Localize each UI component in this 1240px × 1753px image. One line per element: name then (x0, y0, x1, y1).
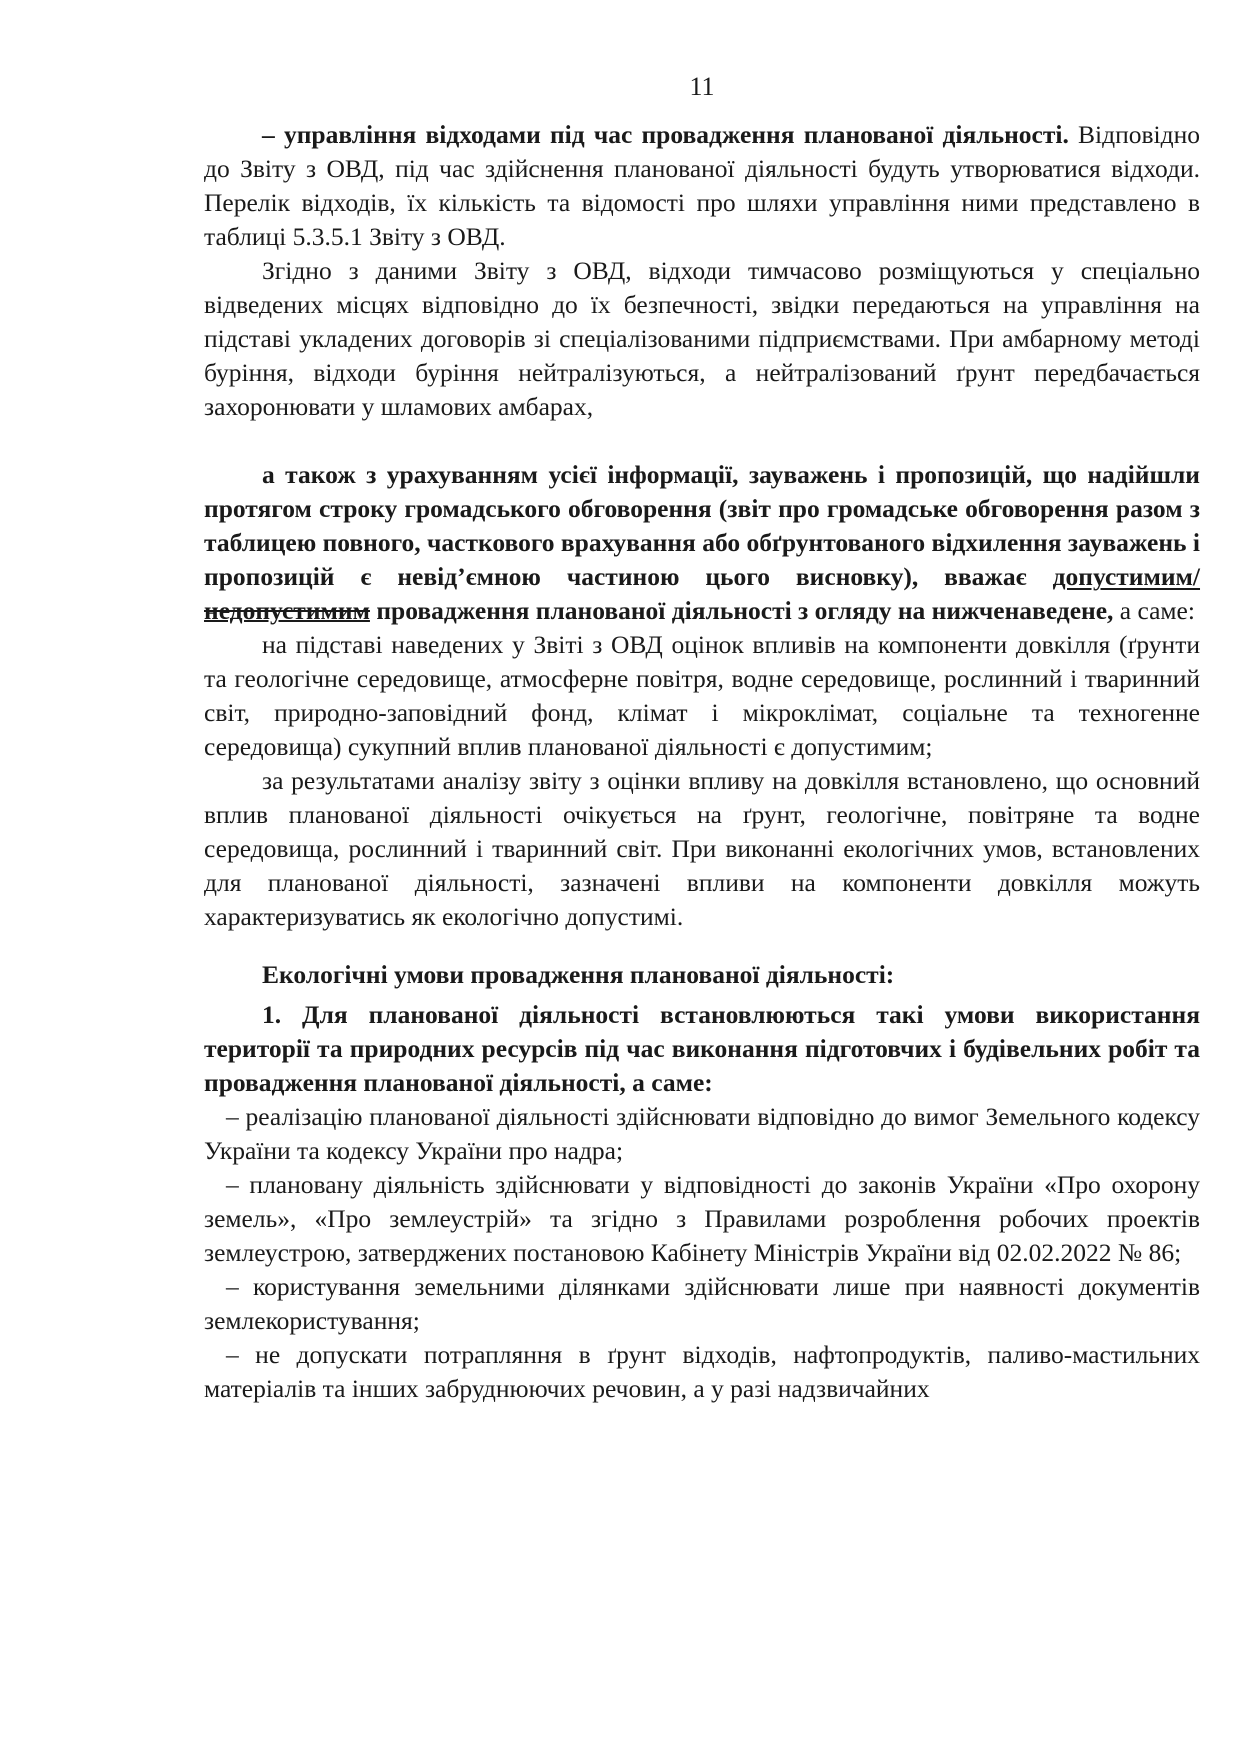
choice-acceptable: допустимим/ (1052, 562, 1201, 591)
conclusion-bold-part2: провадження планованої діяльності з огляду на нижченаведене, (369, 596, 1114, 625)
conclusion-tail: а саме: (1113, 596, 1195, 625)
condition-1-heading: 1. Для планованої діяльності встановлюються такі умови використання території та природних ресурсів під час виконання підготовчих і будівельних робіт та провадження планованої діяльності, а саме: (204, 1000, 1200, 1097)
waste-management-lead: – управління відходами під час провадження планованої діяльності. (262, 120, 1069, 149)
paragraph-assessment: на підставі наведених у Звіті з ОВД оцінок впливів на компоненти довкілля (ґрунти та геологічне середовище, атмосферне повітря, водне середовище, рослинний і тваринний світ, природно-заповідний фонд, клімат і мікроклімат, соціальне та техногенне середовища) сукупний вплив планованої діяльності є допустимим; (204, 630, 1200, 761)
section-heading-ecological-conditions: Екологічні умови провадження планованої діяльності: (262, 960, 895, 989)
document-page (204, 70, 1200, 1406)
bullet-item: – реалізацію планованої діяльності здійснювати відповідно до вимог Земельного кодексу України та кодексу України про надра; (204, 1102, 1200, 1165)
paragraph-waste-placement: Згідно з даними Звіту з ОВД, відходи тимчасово розміщуються у спеціально відведених місцях відповідно до їх безпечності, звідки передаються на управління на підставі укладених договорів зі спеціалізованими підприємствами. При амбарному методі буріння, відходи буріння нейтралізуються, а нейтралізований ґрунт передбачається захоронювати у шламових амбарах, (204, 256, 1200, 421)
page-number: 11 (689, 72, 715, 101)
paragraph-analysis-results: за результатами аналізу звіту з оцінки впливу на довкілля встановлено, що основний вплив планованої діяльності очікується на ґрунт, геологічне, повітряне та водне середовища, рослинний і тваринний світ. При виконанні екологічних умов, встановлених для планованої діяльності, зазначені впливи на компоненти довкілля можуть характеризуватись як екологічно допустимі. (204, 766, 1200, 931)
bullet-item: – користування земельними ділянками здійснювати лише при наявності документів землекористування; (204, 1272, 1200, 1335)
conclusion-bold-part1: а також з урахуванням усієї інформації, зауважень і пропозицій, що надійшли протягом строку громадського обговорення (звіт про громадське обговорення разом з таблицею повного, часткового врахування або обґрунтованого відхилення зауважень і пропозицій є невід’ємною частиною цього висновку), вважає (204, 460, 1201, 591)
waste-management-text: Відповідно до Звіту з ОВД, під час здійснення планованої діяльності будуть утворюватися відходи. Перелік відходів, їх кількість та відомості про шляхи управління ними представлено в таблиці 5.3.5.1 Звіту з ОВД. (204, 120, 1200, 251)
bullet-item: – не допускати потрапляння в ґрунт відходів, нафтопродуктів, паливо-мастильних матеріалів та інших забруднюючих речовин, а у разі надзвичайних (204, 1340, 1200, 1403)
paragraph-waste-management (204, 118, 1200, 254)
bullet-item: – плановану діяльність здійснювати у відповідності до законів України «Про охорону земель», «Про землеустрій» та згідно з Правилами розроблення робочих проектів землеустрою, затверджених постановою Кабінету Міністрів України від 02.02.2022 № 86; (204, 1170, 1200, 1267)
choice-unacceptable-struck: недопустимим (204, 596, 370, 625)
paragraph-conclusion (204, 458, 1200, 628)
